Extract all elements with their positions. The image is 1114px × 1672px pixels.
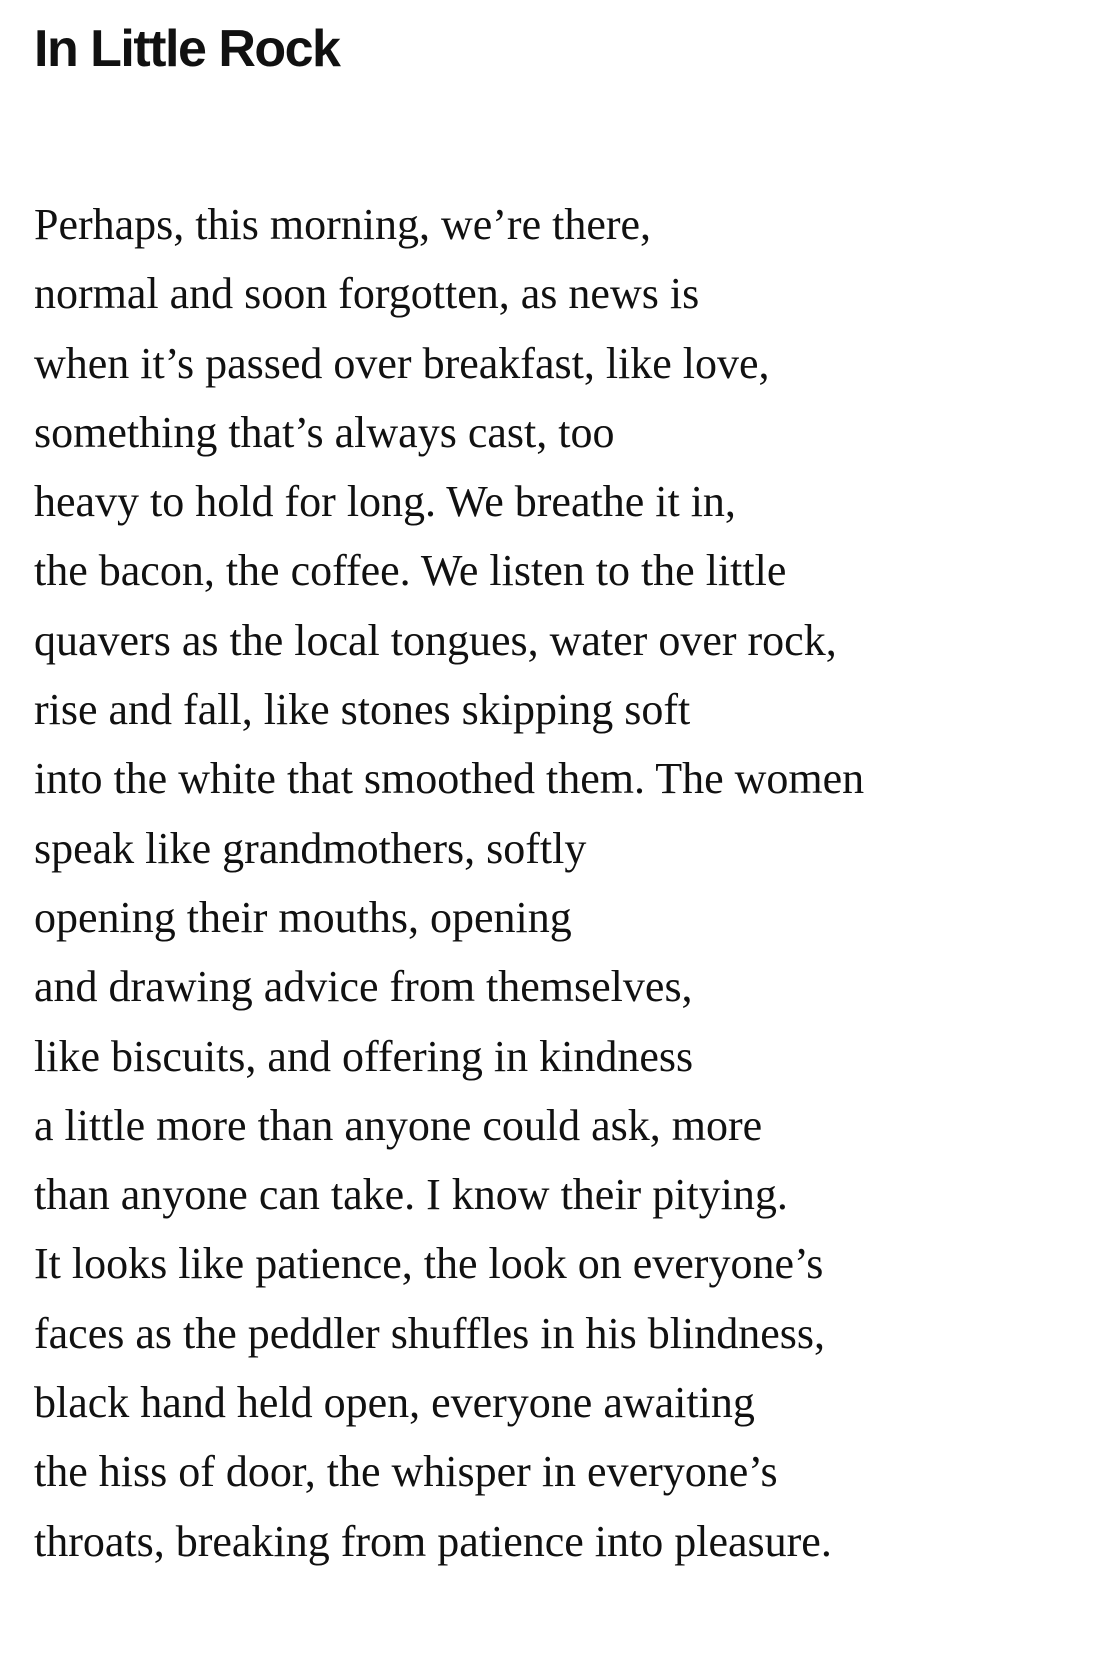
poem-line: a little more than anyone could ask, more [34,1100,763,1150]
poem-line: Perhaps, this morning, we’re there, [34,200,652,249]
poem-body [34,190,1094,1576]
poem-line: when it’s passed over breakfast, like love, [34,338,770,388]
poem-line: the bacon, the coffee. We listen to the little [34,546,787,596]
poem-title: In Little Rock [34,20,340,78]
poem-line: quavers as the local tongues, water over rock, [34,615,837,665]
poem-line: and drawing advice from themselves, [34,962,693,1012]
poem-line: into the white that smoothed them. The women [34,754,865,804]
poem-line: heavy to hold for long. We breathe it in, [34,477,736,527]
poem-line: faces as the peddler shuffles in his blindness, [34,1308,826,1358]
poem-line: than anyone can take. I know their pitying. [34,1170,788,1220]
poem-line: throats, breaking from patience into pleasure. [34,1516,832,1566]
poem-line: black hand held open, everyone awaiting [34,1378,755,1428]
poem-line: It looks like patience, the look on everyone’s [34,1239,824,1289]
poem-line: rise and fall, like stones skipping soft [34,685,691,735]
poem-line: like biscuits, and offering in kindness [34,1031,694,1081]
poem-line: opening their mouths, opening [34,892,572,942]
poem-line: normal and soon forgotten, as news is [34,269,700,319]
poem-line: speak like grandmothers, softly [34,823,587,873]
poem-line: something that’s always cast, too [34,407,615,457]
poem-line: the hiss of door, the whisper in everyone’s [34,1447,778,1497]
